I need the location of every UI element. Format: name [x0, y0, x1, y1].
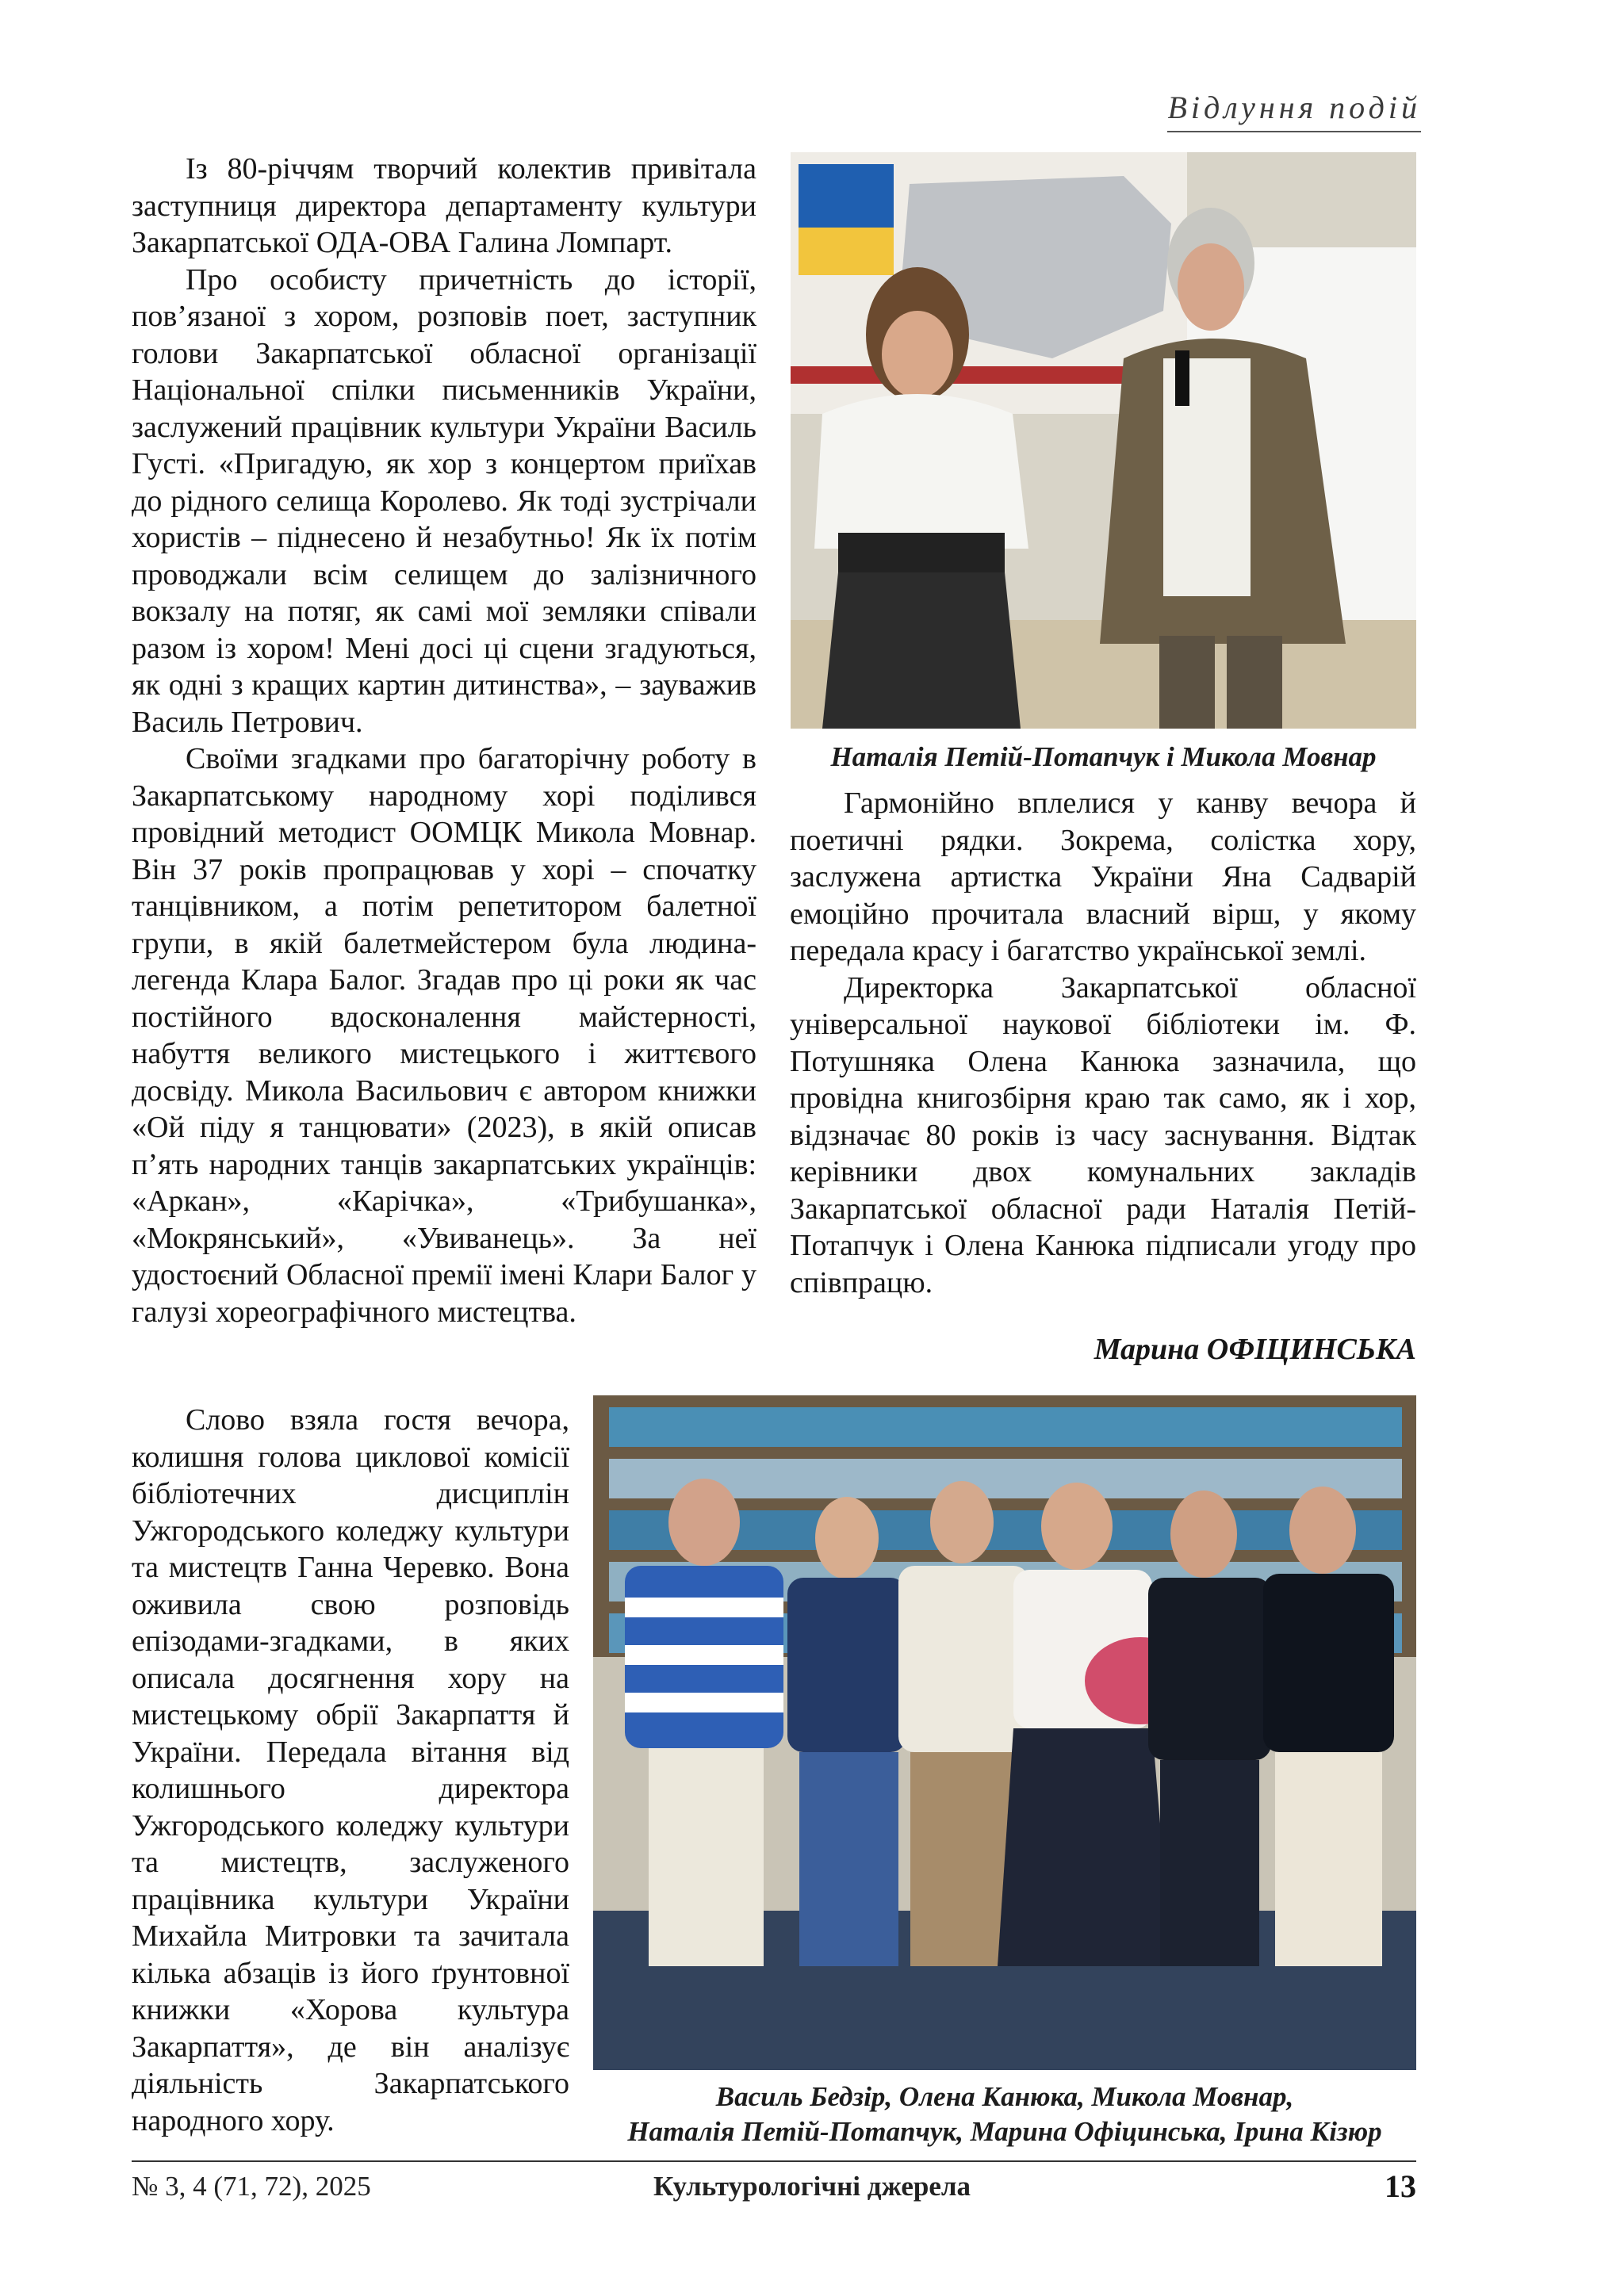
- photo-group: [593, 1395, 1416, 2070]
- page-number: 13: [1385, 2168, 1416, 2204]
- footer-divider: [132, 2160, 1416, 2162]
- photo-caption-group-line: Наталія Петій-Потапчук, Марина Офіцинська, Ірина Кізюр: [627, 2116, 1382, 2147]
- article-author: Марина ОФІЦИНСЬКА: [1094, 1333, 1416, 1366]
- footer-issue: № 3, 4 (71, 72), 2025: [132, 2171, 371, 2202]
- paragraph: Слово взяла гостя вечора, колишня голова циклової комісії бібліотечних дисциплін Ужгородського коледжу культури та мистецтв Ганна Черевко. Вона оживила свою розповідь епізодами-згадками, в яких описала досягнення хору на мистецькому обрії Закарпаття й України. Передала вітання від колишнього директора Ужгородського коледжу культури та мистецтв, заслуженого працівника культури України Михайла Митровки та зачитала кілька абзаців із його ґрунтовної книжки «Хорова культура Закарпаття», де він аналізує діяльність Закарпатського народного хору.: [132, 1403, 569, 2137]
- photo-group-image: [593, 1395, 1416, 2070]
- paragraph: Із 80-річчям творчий колектив привітала заступниця директора департаменту культури Закарпатської ОДА-ОВА Галина Ломпарт.: [132, 152, 756, 259]
- article-column-left-top: [132, 151, 756, 1330]
- paragraph: Гармонійно вплелися у канву вечора й поетичні рядки. Зокрема, солістка хору, заслужена артистка України Яна Садварій емоційно прочитала власний вірш, у якому передала красу і багатство української землі.: [790, 786, 1416, 967]
- photo-caption-top: Наталія Петій-Потапчук і Микола Мовнар: [830, 741, 1377, 772]
- photo-caption-group: [593, 2080, 1416, 2149]
- photo-petiy-movnar: [791, 152, 1416, 729]
- section-header: Відлуння подій: [1167, 89, 1421, 132]
- footer-journal-title: Культурологічні джерела: [653, 2171, 971, 2202]
- photo-caption-group-line: Василь Бедзір, Олена Канюка, Микола Мовнар,: [715, 2081, 1294, 2112]
- photo-petiy-movnar-image: [791, 152, 1416, 729]
- paragraph: Директорка Закарпатської обласної універсальної наукової бібліотеки ім. Ф. Потушняка Олена Канюка зазначила, що провідна книгозбірня краю так само, як і хор, відзначає 80 років із часу заснування. Відтак керівники двох комунальних закладів Закарпатської обласної ради Наталія Петій-Потапчук і Олена Канюка підписали угоду про співпрацю.: [790, 970, 1416, 1299]
- article-column-left-bottom: [132, 1402, 569, 2139]
- article-column-right: [790, 785, 1416, 1301]
- paragraph: Своїми згадками про багаторічну роботу в Закарпатському народному хорі поділився провідний методист ООМЦК Микола Мовнар. Він 37 років пропрацював у хорі – спочатку танцівником, а потім репетитором балетної групи, в якій балетмейстером була людина-легенда Клара Балог. Згадав про ці роки як час постійного вдосконалення майстерності, набуття великого мистецького і життєвого досвіду. Микола Васильович є автором книжки «Ой піду я танцювати» (2023), в якій описав п’ять народних танців закарпатських українців: «Аркан», «Карічка», «Трибушанка», «Мокрянський», «Увиванець». За неї удостоєний Обласної премії імені Клари Балог у галузі хореографічного мистецтва.: [132, 742, 756, 1329]
- paragraph: Про особисту причетність до історії, пов’язаної з хором, розповів поет, заступник голови Закарпатської обласної організації Національної спілки письменників України, заслужений працівник культури України Василь Густі. «Пригадую, як хор з концертом приїхав до рідного селища Королево. Як тоді зустрічали хористів – піднесено й незабутньо! Як їх потім проводжали всім селищем до залізничного вокзалу на потяг, як самі мої земляки співали разом із хором! Мені досі ці сцени згадуються, як одні з кращих картин дитинства», – зауважив Василь Петрович.: [132, 262, 756, 739]
